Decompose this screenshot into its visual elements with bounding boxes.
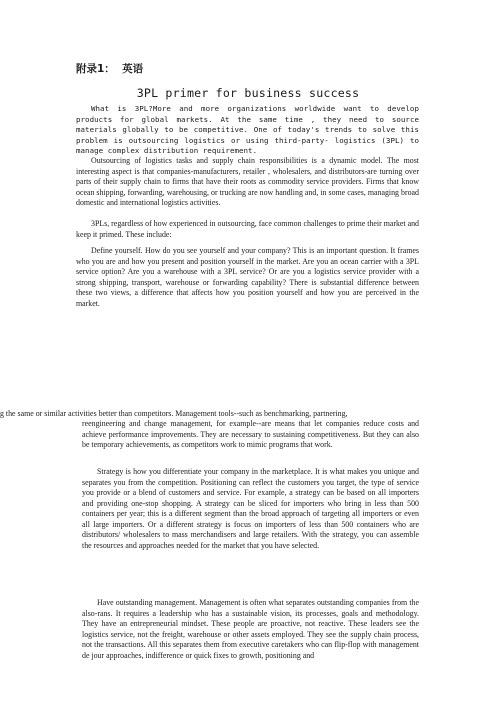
appendix-heading: 附录1： 英语 <box>76 63 144 75</box>
document-title: 3PL primer for business success <box>136 86 360 100</box>
paragraph-intro: What is 3PL?More and more organizations worldwide want to develop products for global markets. At the same time , they need to source materials globally to be competitive. One of today's trends to solve this problem is outsourcing logistics or using third-party- logistics (3PL) to manage complex distribution requirement. <box>76 104 419 156</box>
paragraph-outstanding: Have outstanding management. Management is often what separates outstanding companies from the also-rans. It requires a leadership who has a sustainable vision, its processes, goals and methodology. They have an entrepreneurial mindset. These people are proactive, not reactive. These leaders see the logistics service, not the freight, warehouse or other assets employed. They see the supply chain process, not the transactions. All this separates them from executive caretakers who can flip-flop with management de jour approaches, indifference or quick fixes to growth, positioning and <box>82 598 419 660</box>
paragraph-outsourcing: Outsourcing of logistics tasks and supply chain responsibilities is a dynamic model. The most interesting aspect is that companies-manufacturers, retailer , wholesalers, and distributors-are turning over parts of their supply chain to firms that have their roots as commodity service providers. Firms that know ocean shipping, forwarding, warehousing, or trucking are now handling and, in some cases, managing broad domestic and international logistics activities. <box>76 156 419 208</box>
paragraph-management-tools: reengineering and change management, for example--are means that let companies reduce costs and achieve performance improvements. They are necessary to sustaining competitiveness. But they can also be temporary achievements, as competitors work to mimic programs that work. <box>82 419 419 450</box>
paragraph-define: Define yourself. How do you see yourself and your company? This is an important question. It frames who you are and how you present and position yourself in the market. Are you an ocean carrier with a 3PL service option? Are you a warehouse with a 3PL service? Or are you a logistics service provider with a strong shipping, transport, warehouse or forwarding capability? There is substantial difference between these two views, a difference that affects how you position yourself and how you are perceived in the market. <box>76 246 419 308</box>
paragraph-strategy: Strategy is how you differentiate your company in the marketplace. It is what makes you unique and separates you from the competition. Positioning can reflect the customers you target, the type of service you provide or a blend of customers and service. For example, a strategy can be based on all importers and providing one-stop shopping. A strategy can be sliced for importers who bring in less than 500 containers per year; this is a different segment than the broad approach of targeting all importers or even all large importers. Or a different strategy is focus on importers of less than 500 containers who are distributors/ wholesalers to mass merchandisers and large retailers. With the strategy, you can assemble the resources and approaches needed for the market that you have selected. <box>82 467 419 550</box>
paragraph-challenges: 3PLs, regardless of how experienced in outsourcing, face common challenges to prime their market and keep it primed. These include: <box>76 219 419 239</box>
paragraph-overflow-line: g the same or similar activities better than competitors. Management tools--such as benchmarking, partnering, <box>0 409 348 418</box>
